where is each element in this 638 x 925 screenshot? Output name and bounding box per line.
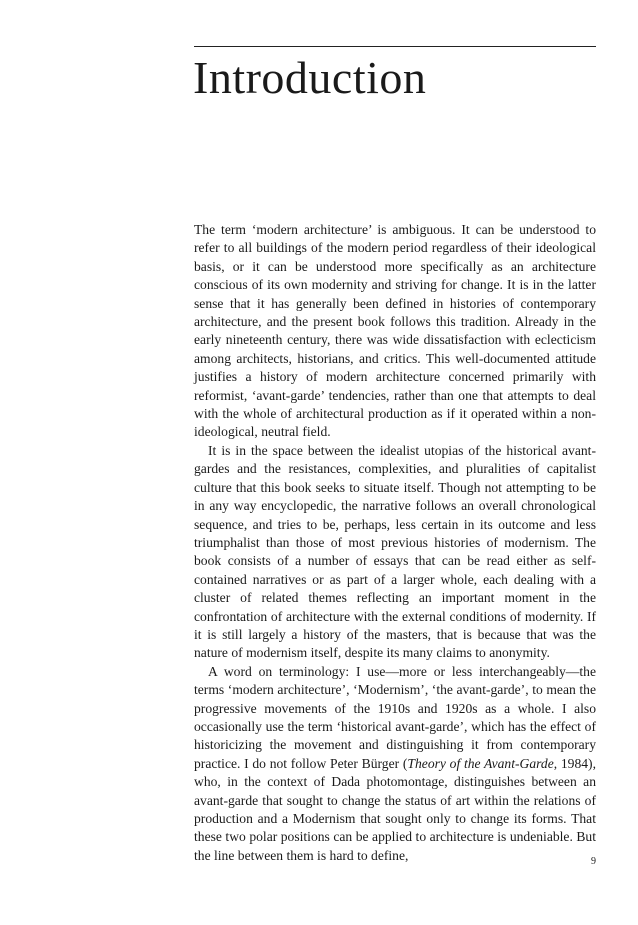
title-rule <box>194 46 596 47</box>
paragraph-3-text-before: A word on terminology: I use—more or less interchangeably—the terms ‘modern architecture’, ‘Modernism’, ‘the avant-garde’, to mean the progressive movements of the 1910s and 1920s as a whole. I also occasionally use the term ‘historical avant-garde’, which has the effect of historicizing the movement and distinguishing it from contemporary practice. I do not follow Peter Bürger ( <box>194 663 596 771</box>
book-title-citation: Theory of the Avant-Garde <box>407 755 554 771</box>
page-number: 9 <box>591 856 596 867</box>
chapter-title: Introduction <box>193 52 427 103</box>
paragraph-1: The term ‘modern architecture’ is ambiguous. It can be understood to refer to all buildings of the modern period regardless of their ideological basis, or it can be understood more specifically as an architecture conscious of its own modernity and striving for change. It is in the latter sense that it has generally been defined in histories of contemporary architecture, and the present book follows this tradition. Already in the early nineteenth century, there was wide dissatisfaction with eclecticism among architects, historians, and critics. This well-documented attitude justifies a history of modern architecture concerned primarily with reformist, ‘avant-garde’ tendencies, rather than one that attempts to deal with the whole of architectural production as if it operated within a non-ideological, neutral field. <box>194 222 596 440</box>
body-text <box>194 221 596 865</box>
paragraph-3 <box>194 663 596 865</box>
paragraph-2: It is in the space between the idealist utopias of the historical avant-gardes and the resistances, complexities, and pluralities of capitalist culture that this book seeks to situate itself. Though not attempting to be in any way encyclopedic, the narrative follows an overall chronological sequence, and tries to be, perhaps, less certain in its outcome and less triumphalist than those of most previous histories of modernism. The book consists of a number of essays that can be read either as self-contained narratives or as part of a larger whole, each dealing with a cluster of related themes reflecting an important moment in the confrontation of architecture with the external conditions of modernity. If it is still largely a history of the masters, that is because that was the nature of modernism itself, despite its many claims to anonymity. <box>194 442 596 661</box>
paragraph-3-text-after: , 1984), who, in the context of Dada photomontage, distinguishes between an avant-garde that sought to change the status of art within the relations of production and a Modernism that sought only to change its forms. That these two polar positions can be applied to architecture is undeniable. But the line between them is hard to define, <box>194 755 596 863</box>
